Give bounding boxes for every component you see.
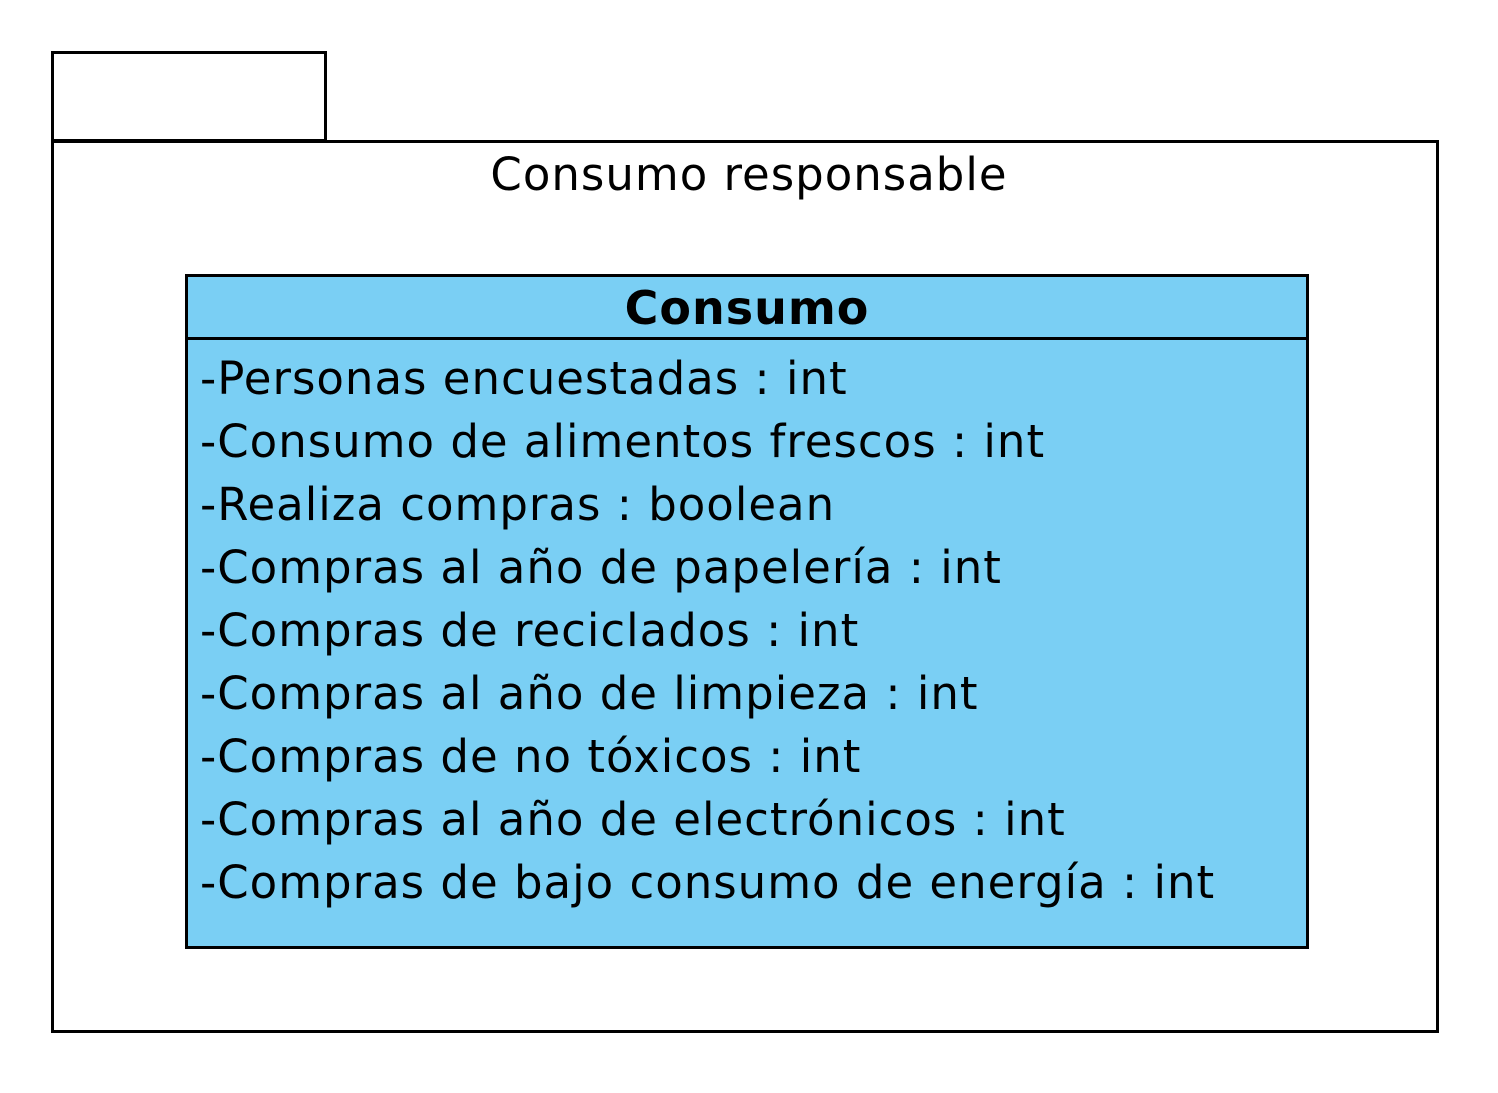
attribute: -Compras al año de limpieza : int bbox=[200, 667, 979, 720]
package-name: Consumo responsable bbox=[490, 148, 1008, 201]
attribute: -Realiza compras : boolean bbox=[200, 478, 836, 531]
attribute: -Personas encuestadas : int bbox=[200, 352, 848, 405]
attribute: -Consumo de alimentos frescos : int bbox=[200, 415, 1046, 468]
attribute: -Compras de bajo consumo de energía : int bbox=[200, 856, 1216, 909]
class-box[interactable] bbox=[185, 274, 1309, 949]
attribute: -Compras de no tóxicos : int bbox=[200, 730, 862, 783]
class-name: Consumo bbox=[188, 277, 1306, 340]
attribute: -Compras al año de electrónicos : int bbox=[200, 793, 1066, 846]
attribute: -Compras de reciclados : int bbox=[200, 604, 860, 657]
attribute: -Compras al año de papelería : int bbox=[200, 541, 1002, 594]
attribute-list bbox=[188, 340, 1306, 914]
package-tab bbox=[51, 51, 327, 142]
